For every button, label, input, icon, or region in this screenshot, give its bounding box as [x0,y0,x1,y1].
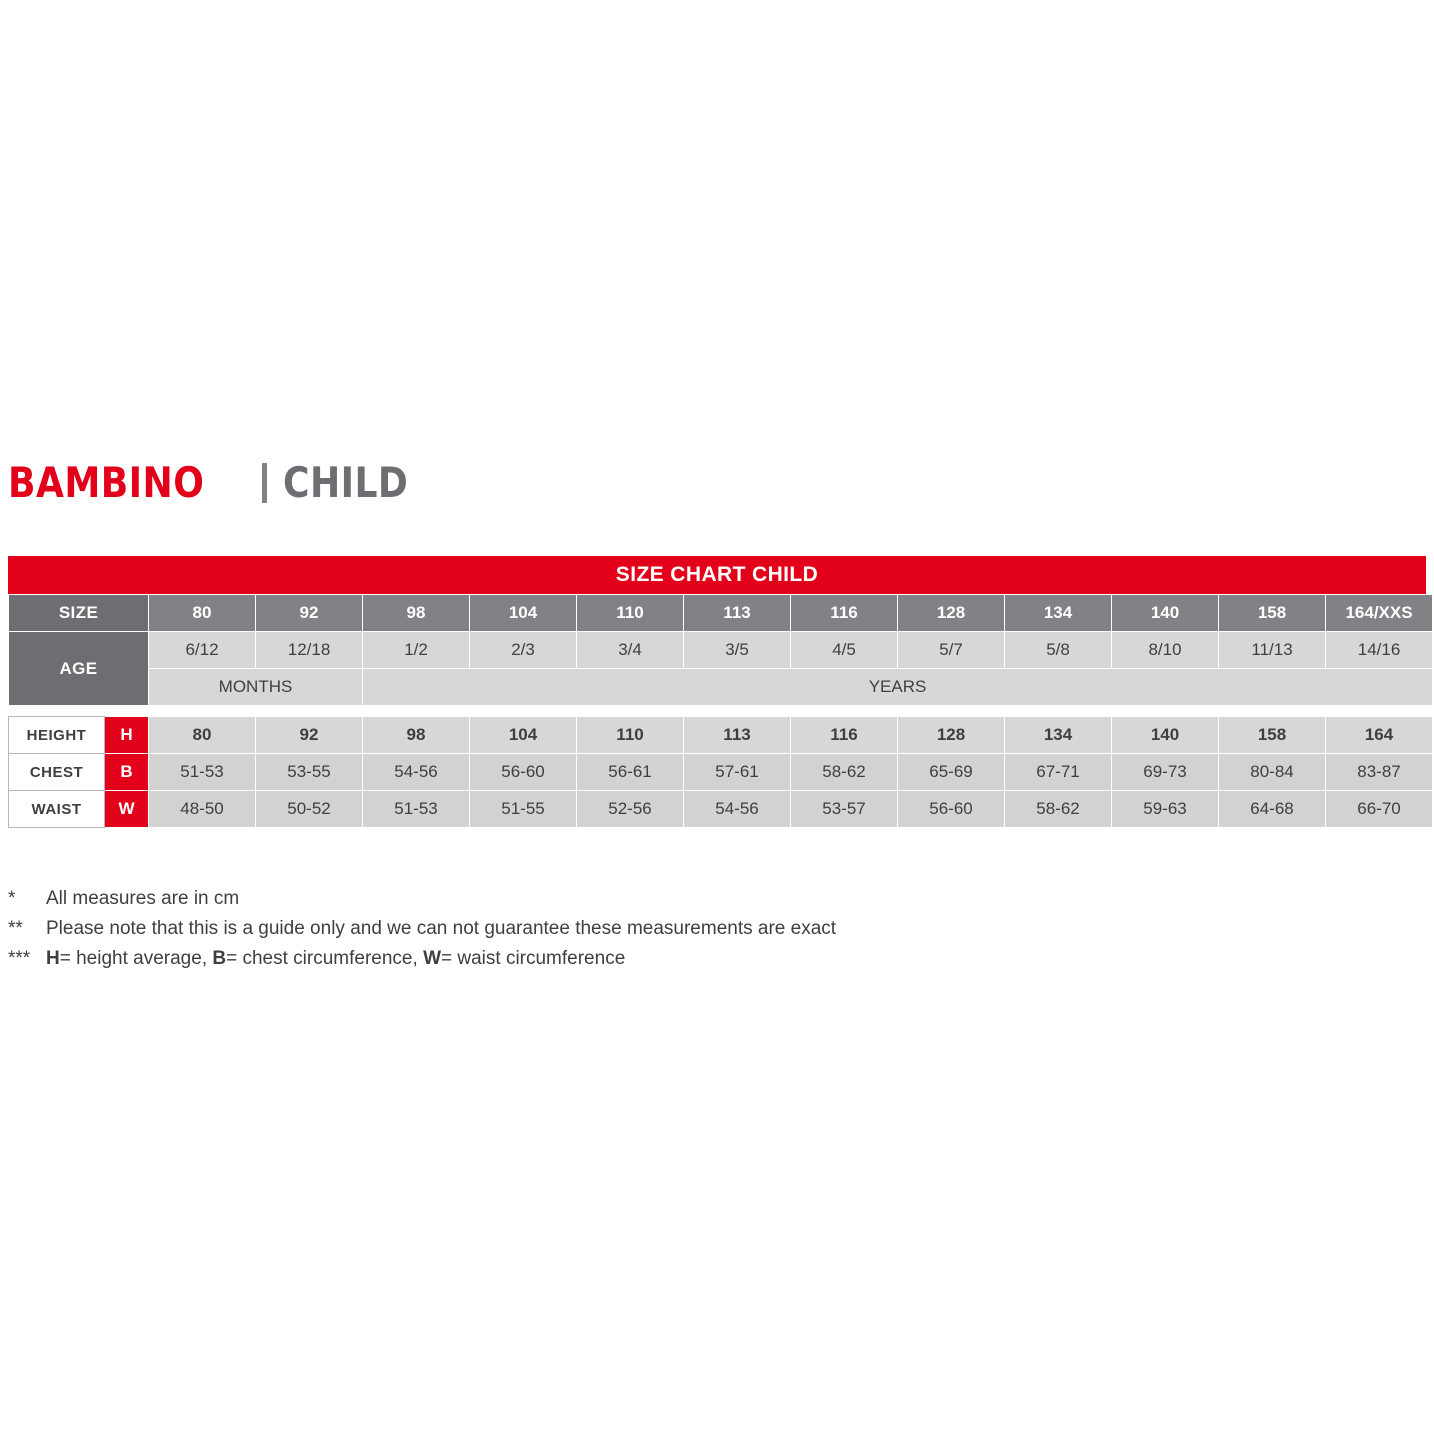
row-label-height: HEIGHT [9,717,105,754]
age-cell: 2/3 [470,632,577,669]
chest-cell: 80-84 [1219,754,1326,791]
waist-cell: 51-53 [363,791,470,828]
size-cell: 116 [791,595,898,632]
size-cell: 140 [1112,595,1219,632]
age-cell: 6/12 [149,632,256,669]
size-cell: 113 [684,595,791,632]
age-cell: 3/4 [577,632,684,669]
age-cell: 4/5 [791,632,898,669]
note-text-html: H= height average, B= chest circumference, W= waist circumference [46,948,626,969]
page-title [8,458,429,507]
age-cell: 1/2 [363,632,470,669]
table-row-units [9,669,1433,706]
row-code-height: H [105,717,149,754]
note-marker: * [8,888,16,909]
chest-cell: 83-87 [1326,754,1433,791]
chest-cell: 67-71 [1005,754,1112,791]
chest-cell: 53-55 [256,754,363,791]
table-row-height [9,717,1433,754]
size-cell: 158 [1219,595,1326,632]
note-marker: *** [8,948,31,969]
height-cell: 164 [1326,717,1433,754]
age-cell: 12/18 [256,632,363,669]
age-cell: 8/10 [1112,632,1219,669]
table-row-age [9,632,1433,669]
unit-group-months: MONTHS [149,669,363,706]
unit-group-years: YEARS [363,669,1433,706]
waist-cell: 53-57 [791,791,898,828]
chart-banner: SIZE CHART CHILD [8,556,1426,594]
waist-cell: 56-60 [898,791,1005,828]
age-cell: 5/7 [898,632,1005,669]
age-cell: 14/16 [1326,632,1433,669]
note-item [8,884,836,914]
height-cell: 116 [791,717,898,754]
height-cell: 113 [684,717,791,754]
table-row-spacer [9,706,1433,717]
chart-grid [8,594,1433,828]
waist-cell: 54-56 [684,791,791,828]
height-cell: 104 [470,717,577,754]
size-chart-table [8,556,1426,828]
chest-cell: 58-62 [791,754,898,791]
waist-cell: 59-63 [1112,791,1219,828]
table-row-chest [9,754,1433,791]
chest-cell: 57-61 [684,754,791,791]
waist-cell: 58-62 [1005,791,1112,828]
waist-cell: 50-52 [256,791,363,828]
row-code-chest: B [105,754,149,791]
row-label-size: SIZE [9,595,149,632]
waist-cell: 48-50 [149,791,256,828]
height-cell: 98 [363,717,470,754]
row-label-chest: CHEST [9,754,105,791]
chest-cell: 56-60 [470,754,577,791]
size-cell: 92 [256,595,363,632]
height-cell: 80 [149,717,256,754]
note-text: All measures are in cm [46,888,240,909]
height-cell: 92 [256,717,363,754]
note-item [8,944,836,974]
size-cell: 104 [470,595,577,632]
title-category: CHILD [283,458,409,507]
chest-cell: 54-56 [363,754,470,791]
size-cell: 80 [149,595,256,632]
chest-cell: 51-53 [149,754,256,791]
size-cell: 134 [1005,595,1112,632]
age-cell: 3/5 [684,632,791,669]
height-cell: 158 [1219,717,1326,754]
waist-cell: 51-55 [470,791,577,828]
table-row-size [9,595,1433,632]
note-marker: ** [8,918,23,939]
waist-cell: 64-68 [1219,791,1326,828]
title-divider [262,463,267,503]
height-cell: 140 [1112,717,1219,754]
chest-cell: 65-69 [898,754,1005,791]
note-text: Please note that this is a guide only and we can not guarantee these measurements are exact [46,918,837,939]
row-label-age: AGE [9,632,149,706]
waist-cell: 52-56 [577,791,684,828]
age-cell: 5/8 [1005,632,1112,669]
title-brand: BAMBINO [8,458,205,507]
age-cell: 11/13 [1219,632,1326,669]
size-cell: 164/XXS [1326,595,1433,632]
chest-cell: 56-61 [577,754,684,791]
height-cell: 110 [577,717,684,754]
table-row-waist [9,791,1433,828]
size-cell: 128 [898,595,1005,632]
row-label-waist: WAIST [9,791,105,828]
waist-cell: 66-70 [1326,791,1433,828]
size-cell: 98 [363,595,470,632]
chest-cell: 69-73 [1112,754,1219,791]
note-item [8,914,836,944]
chart-notes [8,884,836,974]
height-cell: 128 [898,717,1005,754]
row-code-waist: W [105,791,149,828]
height-cell: 134 [1005,717,1112,754]
size-cell: 110 [577,595,684,632]
